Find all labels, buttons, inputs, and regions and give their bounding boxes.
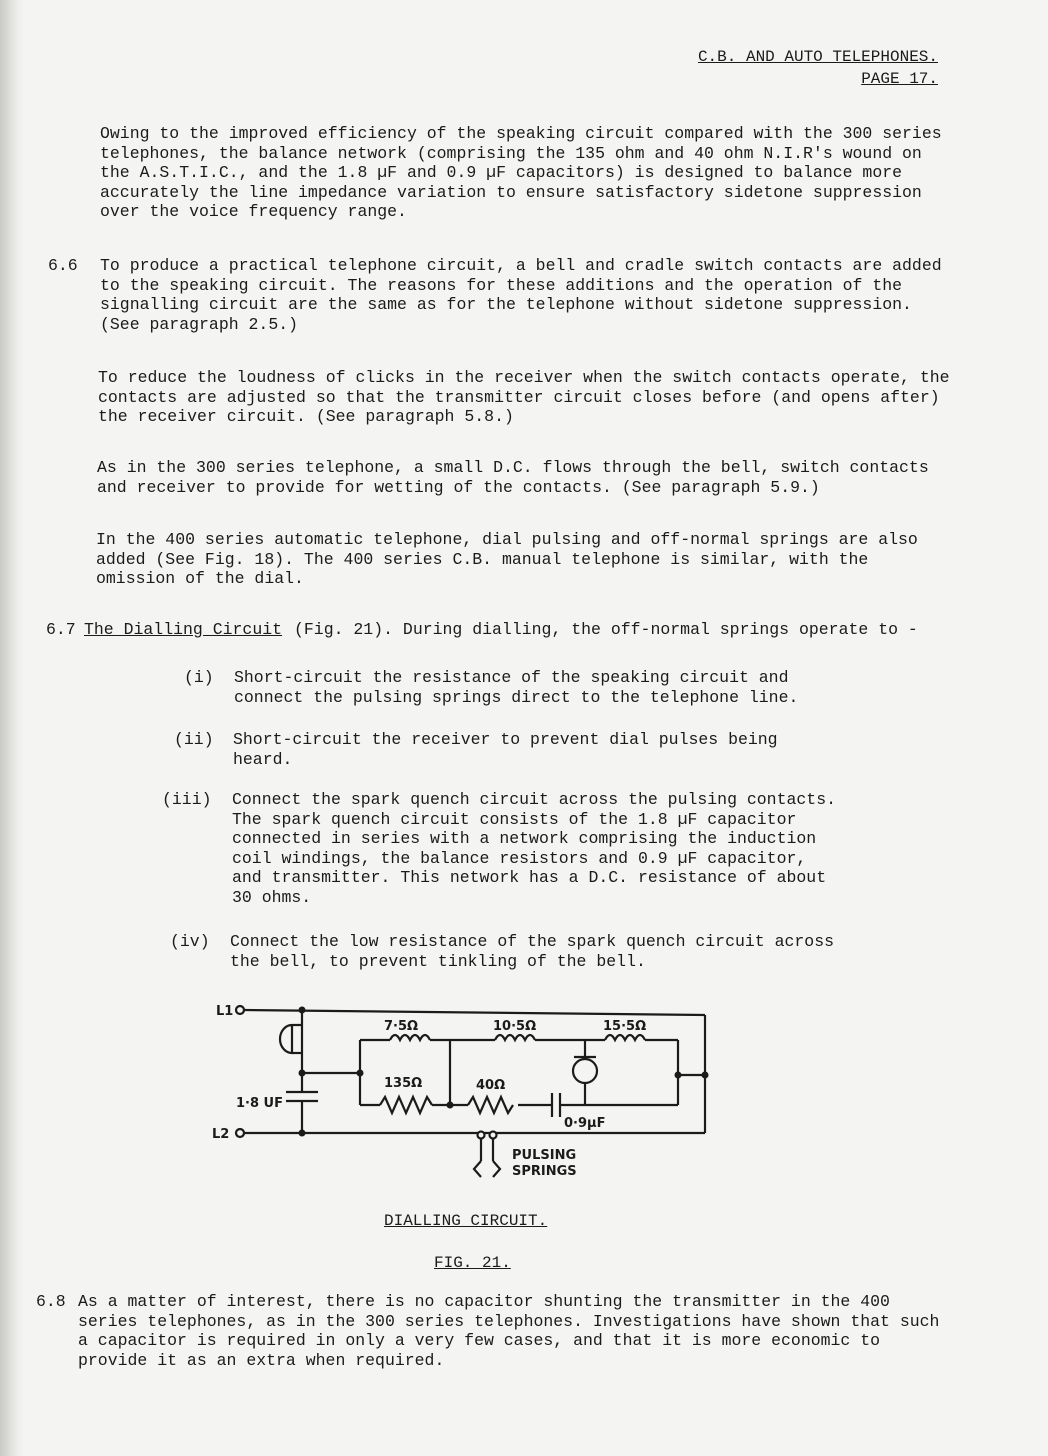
section-lead-text: (Fig. 21). During dialling, the off-normal springs operate to - <box>294 620 918 639</box>
list-item-label: (ii) <box>174 730 214 749</box>
terminal-l2-label: L2 <box>212 1127 230 1142</box>
section-heading: The Dialling Circuit <box>84 620 283 639</box>
document-title: C.B. AND AUTO TELEPHONES. <box>697 48 938 66</box>
section-6-6-p4: In the 400 series automatic telephone, dial pulsing and off-normal springs are also added (See Fig. 18). The 400 series C.B. manual telephone is similar, with the omission of the dial. <box>96 530 918 588</box>
list-item-label: (iii) <box>162 790 212 809</box>
pulsing-springs-label-1: PULSING <box>512 1148 577 1163</box>
section-number: 6.6 <box>48 256 78 275</box>
page-binding-shadow <box>0 0 24 1456</box>
capacitor-2-label: 0·9µF <box>564 1116 606 1131</box>
terminal-l1-label: L1 <box>216 1004 234 1019</box>
capacitor-1-label: 1·8 UF <box>236 1096 283 1111</box>
coil-1-label: 7·5Ω <box>384 1019 419 1034</box>
list-item-label: (i) <box>184 668 214 687</box>
resistor-1-label: 135Ω <box>384 1076 423 1091</box>
section-6-6-p2: To reduce the loudness of clicks in the receiver when the switch contacts operate, the contacts are adjusted so that the transmitter circuit closes before (and opens after) the receiver circuit. (See paragraph 5.8.) <box>98 368 950 426</box>
list-item-text: Short-circuit the resistance of the speaking circuit and connect the pulsing springs direct to the telephone line. <box>234 668 799 707</box>
pulsing-springs-label-2: SPRINGS <box>512 1164 577 1179</box>
figure-number: FIG. 21. <box>434 1254 511 1272</box>
section-6-6-p3: As in the 300 series telephone, a small D.C. flows through the bell, switch contacts and receiver to provide for wetting of the contacts. (See paragraph 5.9.) <box>97 458 929 497</box>
section-number: 6.7 <box>46 620 76 639</box>
list-item-label: (iv) <box>170 932 210 951</box>
coil-3-label: 15·5Ω <box>603 1019 647 1034</box>
resistor-2-label: 40Ω <box>476 1078 506 1093</box>
page-number: PAGE 17. <box>861 70 938 88</box>
coil-2-label: 10·5Ω <box>493 1019 537 1034</box>
section-number: 6.8 <box>36 1292 66 1311</box>
list-item-text: Connect the spark quench circuit across the pulsing contacts. The spark quench circuit consists of the 1.8 µF capacitor connected in series with a network comprising the induction coil windings, the balance resistors and 0.9 µF capacitor, and transmitter. This network has a D.C. resistance of about 30 ohms. <box>232 790 836 907</box>
figure-caption: DIALLING CIRCUIT. <box>384 1212 548 1230</box>
section-6-7-heading-line <box>46 620 946 642</box>
section-6-8-text: As a matter of interest, there is no capacitor shunting the transmitter in the 400 series telephones, as in the 300 series telephones. Investigations have shown that such a capacitor is required in only a very few cases, and that it is more economic to provide it as an extra when required. <box>78 1292 940 1370</box>
list-item-text: Short-circuit the receiver to prevent dial pulses being heard. <box>233 730 778 769</box>
list-item-text: Connect the low resistance of the spark quench circuit across the bell, to prevent tinkling of the bell. <box>230 932 834 971</box>
dialling-circuit-diagram <box>200 995 740 1185</box>
intro-paragraph: Owing to the improved efficiency of the speaking circuit compared with the 300 series telephones, the balance network (comprising the 135 ohm and 40 ohm N.I.R's wound on the A.S.T.I.C., and the 1.8 µF and 0.9 µF capacitors) is designed to balance more accurately the line impedance variation to ensure satisfactory sidetone suppression over the voice frequency range. <box>100 124 942 221</box>
section-6-6-p1: To produce a practical telephone circuit, a bell and cradle switch contacts are added to the speaking circuit. The reasons for these additions and the operation of the signalling circuit are the same as for the telephone without sidetone suppression. (See paragraph 2.5.) <box>100 256 942 334</box>
